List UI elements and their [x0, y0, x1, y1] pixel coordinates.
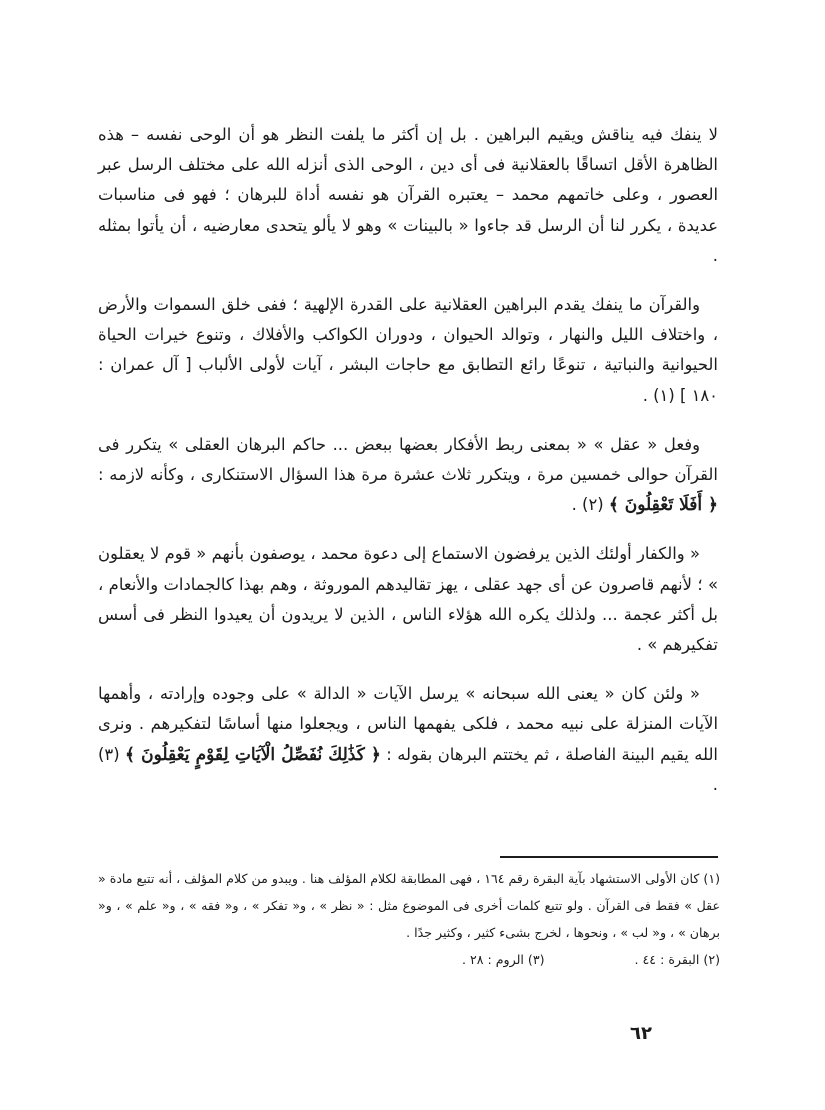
paragraph-1: لا ينفك فيه يناقش ويقيم البراهين . بل إن أكثر ما يلفت النظر هو أن الوحى نفسه – هذه الظاهرة الأقل اتساقًا بالعقلانية فى أى دين ، الوحى الذى أنزله الله على مختلف الرسل عبر العصور ، وعلى خاتمهم محمد – يعتبره القرآن هو نفسه أداة للبرهان ؛ فهو فى مناسبات عديدة ، يكرر لنا أن الرسل قد جاءوا « بالبينات » وهو لا يألو يتحدى معارضيه ، أن يأتوا بمثله . [98, 125, 718, 265]
footnote-1: (١) كان الأولى الاستشهاد بآية البقرة رقم ١٦٤ ، فهى المطابقة لكلام المؤلف هنا . ويبدو من كلام المؤلف ، أنه تتبع مادة « عقل » فقط فى القرآن . ولو تتبع كلمات أخرى فى الموضوع مثل : « نظر » ، و« تفكر » ، و« فقه » ، و« علم » ، و« برهان » ، و« لب » ، ونحوها ، لخرج بشىء كثير ، وكثير جدًا . [98, 871, 720, 940]
footnotes [98, 865, 720, 973]
page-number: ٦٢ [630, 1023, 652, 1044]
footnote-ref-3: (٣) . [98, 744, 718, 794]
paragraph-4: « والكفار أولئك الذين يرفضون الاستماع إلى دعوة محمد ، يوصفون بأنهم « قوم لا يعقلون » ؛ لأنهم قاصرون عن أى جهد عقلى ، يهز تقاليدهم الموروثة ، وهم بهذا كالجمادات والأنعام ، بل أكثر عجمة ... ولذلك يكره الله هؤلاء الناس ، الذين لا يريدون أن يعيدوا النظر فى أسس تفكيرهم » . [98, 544, 718, 655]
footnote-divider [500, 856, 718, 858]
footnote-3: (٣) الروم : ٢٨ . [461, 952, 545, 967]
quran-verse-2: ﴿ كَذَٰلِكَ نُفَصِّلُ الْآيَاتِ لِقَوْمٍ يَعْقِلُونَ ﴾ [125, 744, 381, 765]
main-text [98, 120, 718, 819]
paragraph-5 [98, 679, 718, 800]
footnote-2: (٢) البقرة : ٤٤ . [634, 952, 720, 967]
paragraph-5-text: « ولئن كان « يعنى الله سبحانه » يرسل الآيات « الدالة » على وجوده وإرادته ، وأهمها الآيات المنزلة على نبيه محمد ، فلكى يفهمها الناس ، ويجعلوا منها أساسًا لتفكيرهم . ونرى الله يقيم البينة الفاصلة ، ثم يختتم البرهان بقوله : [98, 684, 718, 764]
paragraph-3-text: وفعل « عقل » « بمعنى ربط الأفكار بعضها ببعض ... حاكم البرهان العقلى » يتكرر فى القرآن حوالى خمسين مرة ، ويتكرر ثلاث عشرة مرة هذا السؤال الاستنكارى ، وكأنه لازمه : [98, 434, 718, 485]
paragraph-2: والقرآن ما ينفك يقدم البراهين العقلانية على القدرة الإلهية ؛ ففى خلق السموات والأرض ، واختلاف الليل والنهار ، وتوالد الحيوان ، ودوران الكواكب والأفلاك ، وتنوع خيرات الحياة الحيوانية والنباتية ، تنوعًا رائع التطابق مع حاجات البشر ، آيات لأولى الألباب [ آل عمران : ١٨٠ ] (١) . [98, 295, 718, 405]
paragraph-3 [98, 430, 718, 521]
footnote-ref-2: (٢) . [571, 495, 604, 515]
quran-verse-1: ﴿ أَفَلَا تَعْقِلُونَ ﴾ [608, 495, 718, 516]
footnote-row [98, 946, 720, 973]
